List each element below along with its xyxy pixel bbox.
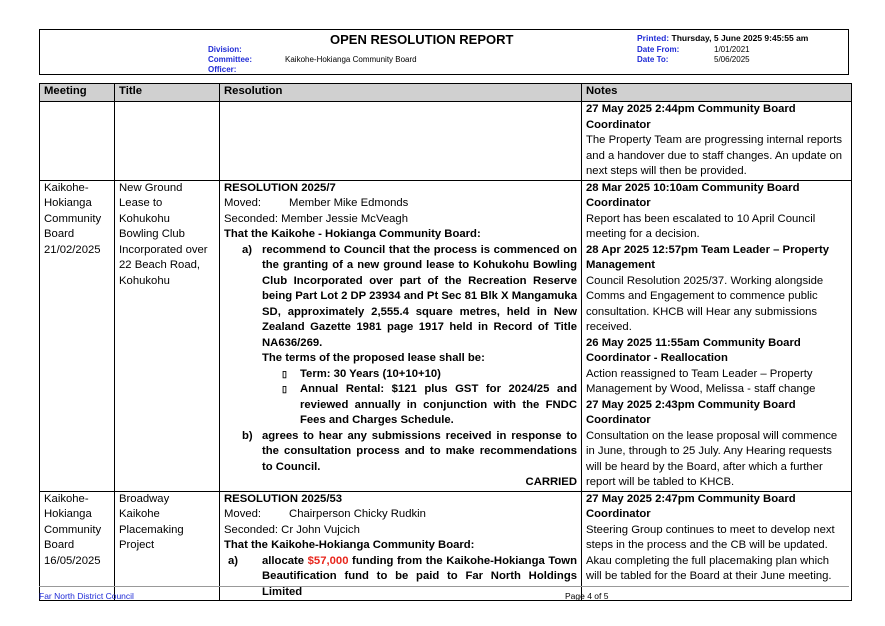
- resolution-number: RESOLUTION 2025/7: [224, 181, 336, 194]
- lease-terms-heading: The terms of the proposed lease shall be:: [262, 352, 485, 364]
- item-text-pre: allocate: [262, 554, 308, 567]
- title-line: Placemaking: [119, 523, 184, 536]
- moved-value: Chairperson Chicky Rudkin: [289, 508, 426, 520]
- meeting-line: Community: [44, 523, 102, 536]
- bullet-icon: ▯: [282, 368, 287, 379]
- resolution-item-a: [224, 554, 577, 601]
- title-cell: [115, 491, 220, 601]
- notes-cell: [582, 491, 852, 601]
- item-marker: b): [242, 429, 253, 442]
- resolution-preamble: That the Kaikohe-Hokianga Community Board:: [224, 539, 475, 551]
- resolution-cell: [220, 491, 582, 601]
- meeting-cell: [40, 491, 115, 601]
- title-line: 22 Beach Road,: [119, 259, 201, 271]
- resolution-cell: [220, 180, 582, 491]
- carried-label: CARRIED: [525, 476, 577, 488]
- funding-amount: $57,000: [307, 554, 349, 567]
- item-marker: a): [242, 243, 253, 256]
- meeting-line: Board: [44, 539, 75, 551]
- notes-cell: [582, 180, 852, 491]
- meeting-line: Community: [44, 212, 102, 225]
- seconded-line: Seconded: Cr John Vujcich: [224, 523, 360, 536]
- report-header: [39, 29, 849, 75]
- resolution-cell: [220, 102, 582, 181]
- title-cell: [115, 180, 220, 491]
- lease-term-text: Term: 30 Years (10+10+10): [300, 367, 441, 380]
- meeting-date: 21/02/2025: [44, 243, 101, 256]
- note-text: Consultation on the lease proposal will commence in June, through to 25 July. Any Hearing requests will be heard by the Board, after which a further report will be tabled to KHCB.: [586, 429, 838, 488]
- date-to-label: Date To:: [637, 55, 669, 64]
- col-header-meeting: Meeting: [40, 84, 115, 102]
- item-text-post: funding from the Kaikohe-Hokianga Town Beautification fund to be paid to Far North Holdings Limited: [262, 554, 577, 598]
- officer-label: Officer:: [208, 65, 237, 74]
- note-heading: 27 May 2025 2:44pm Community Board Coordinator: [586, 103, 796, 131]
- title-line: Project: [119, 539, 155, 551]
- moved-line: [224, 507, 577, 523]
- printed-label: Printed:: [637, 33, 670, 43]
- notes-cell: [582, 102, 852, 181]
- moved-label: Moved:: [224, 508, 262, 520]
- note-text: The Property Team are progressing internal reports and a handover due to staff changes. An update on next steps will then be provided.: [586, 134, 843, 177]
- committee-label: Committee:: [208, 55, 253, 64]
- table-header-row: [40, 84, 852, 102]
- committee-value: Kaikohe-Hokianga Community Board: [285, 55, 417, 64]
- note-heading: 28 Apr 2025 12:57pm Team Leader – Property Management: [586, 243, 829, 271]
- moved-value: Member Mike Edmonds: [289, 197, 409, 209]
- resolution-table: [39, 83, 852, 601]
- title-line: New Ground: [119, 181, 183, 194]
- footer-org: Far North District Council: [39, 591, 134, 601]
- division-label: Division:: [208, 45, 242, 54]
- lease-term-bullet: [224, 382, 577, 429]
- resolution-number: RESOLUTION 2025/53: [224, 492, 343, 505]
- item-text: recommend to Council that the process is commenced on the granting of a new ground lease to Kohukohu Bowling Club Incorporated over part of the Recreation Reserve being Part Lot 2 DP 23934 and Pt Sec 81 Blk X Mangamuka SD, approximately 2,555.4 square metres, held in New Zealand Gazette 1981 page 1917 held in Record of Title NA636/269.: [262, 243, 577, 349]
- title-line: Kohukohu: [119, 212, 170, 225]
- note-text: Action reassigned to Team Leader – Property Management by Wood, Melissa - staff change: [586, 367, 816, 395]
- table-row: [40, 102, 852, 181]
- table-row: [40, 180, 852, 491]
- meeting-cell: [40, 180, 115, 491]
- date-from-label: Date From:: [637, 45, 680, 54]
- note-text: Steering Group continues to meet to develop next steps in the process and the CB will be updated. Akau completing the full placemaking plan which will be tabled for the Board at their June meeting.: [586, 523, 835, 582]
- resolution-item-a: [224, 243, 577, 352]
- note-heading: 28 Mar 2025 10:10am Community Board Coordinator: [586, 181, 800, 209]
- note-heading: 26 May 2025 11:55am Community Board Coordinator - Reallocation: [586, 336, 801, 364]
- printed-info: [637, 33, 808, 43]
- title-line: Lease to: [119, 197, 163, 209]
- title-line: Broadway: [119, 492, 170, 505]
- title-line: Incorporated over: [119, 243, 208, 256]
- moved-line: [224, 196, 577, 212]
- col-header-resolution: Resolution: [220, 84, 582, 102]
- seconded-line: Seconded: Member Jessie McVeagh: [224, 212, 408, 225]
- meeting-line: Board: [44, 228, 75, 240]
- footer-divider: [39, 586, 849, 587]
- resolution-item-b: [224, 429, 577, 476]
- date-from-value: 1/01/2021: [714, 45, 750, 54]
- meeting-cell: [40, 102, 115, 181]
- item-text: agrees to hear any submissions received in response to the consultation process and to make recommendations to Council.: [262, 429, 577, 473]
- meeting-line: Kaikohe-: [44, 492, 89, 505]
- title-line: Kaikohe: [119, 508, 160, 520]
- note-heading: 27 May 2025 2:47pm Community Board Coordinator: [586, 492, 796, 520]
- item-marker: a): [228, 554, 239, 567]
- lease-term-bullet: [224, 367, 577, 383]
- col-header-title: Title: [115, 84, 220, 102]
- meeting-line: Kaikohe-: [44, 181, 89, 194]
- title-cell: [115, 102, 220, 181]
- meeting-line: Hokianga: [44, 508, 92, 520]
- moved-label: Moved:: [224, 197, 262, 209]
- report-title: OPEN RESOLUTION REPORT: [330, 32, 514, 47]
- item-text: [262, 554, 577, 601]
- bullet-icon: ▯: [282, 384, 287, 394]
- footer-page-number: Page 4 of 5: [565, 591, 609, 601]
- title-line: Bowling Club: [119, 228, 185, 240]
- col-header-notes: Notes: [582, 84, 852, 102]
- meeting-date: 16/05/2025: [44, 554, 101, 567]
- note-text: Council Resolution 2025/37. Working alongside Comms and Engagement to commence public consultation. KHCB will Hear any submissions received.: [586, 274, 824, 333]
- meeting-line: Hokianga: [44, 197, 92, 209]
- note-text: Report has been escalated to 10 April Council meeting for a decision.: [586, 212, 816, 240]
- resolution-preamble: That the Kaikohe - Hokianga Community Board:: [224, 228, 481, 240]
- date-to-value: 5/06/2025: [714, 55, 750, 64]
- printed-value: Thursday, 5 June 2025 9:45:55 am: [671, 33, 809, 43]
- lease-term-text: Annual Rental: $121 plus GST for 2024/25 and reviewed annually in conjunction with the FNDC Fees and Charges Schedule.: [300, 383, 577, 426]
- table-row: [40, 491, 852, 601]
- note-heading: 27 May 2025 2:43pm Community Board Coordinator: [586, 398, 796, 426]
- title-line: Kohukohu: [119, 274, 170, 287]
